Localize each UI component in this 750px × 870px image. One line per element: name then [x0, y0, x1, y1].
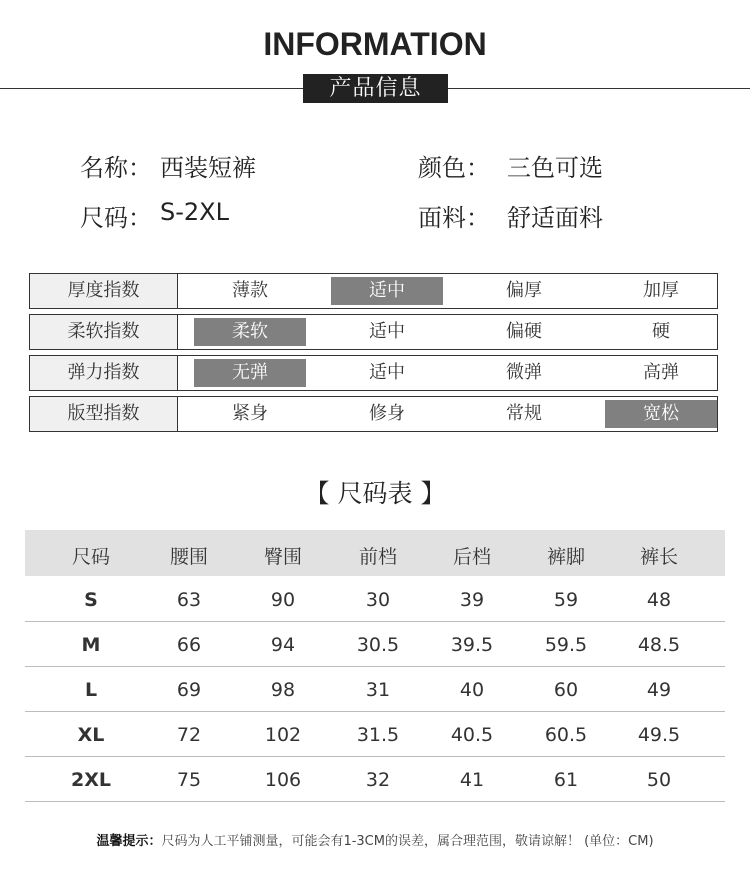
- size-value-cell: 59.5: [544, 634, 588, 656]
- color-label: 颜色：: [418, 154, 490, 182]
- size-value-cell: 59: [553, 589, 579, 611]
- size-name-cell: S: [84, 589, 98, 611]
- attribute-option-selected: 适中: [331, 277, 443, 305]
- size-name-cell: M: [81, 634, 101, 656]
- size-value-cell: 48: [646, 589, 672, 611]
- size-header-cell: 尺码: [71, 546, 110, 568]
- attribute-option: 偏硬: [506, 321, 542, 342]
- size-row: [25, 712, 725, 757]
- attribute-option: 硬: [652, 321, 670, 342]
- size-name-cell: XL: [77, 724, 105, 746]
- size-value-cell: 39: [459, 589, 485, 611]
- size-row: [25, 757, 725, 802]
- attribute-option: 薄款: [232, 280, 268, 301]
- size-value-cell: 30: [365, 589, 391, 611]
- attribute-row: [29, 355, 718, 391]
- size-value-cell: 32: [365, 769, 391, 791]
- size-value: S-2XL: [160, 198, 229, 226]
- attribute-option: 适中: [369, 362, 405, 383]
- page-title: INFORMATION: [263, 26, 487, 62]
- attribute-label: 弹力指数: [30, 356, 178, 390]
- attribute-option: 常规: [506, 403, 542, 424]
- attribute-label: 版型指数: [30, 397, 178, 431]
- size-chart-header: [25, 530, 725, 576]
- size-value-cell: 41: [459, 769, 485, 791]
- attribute-row: [29, 314, 718, 350]
- size-value-cell: 63: [176, 589, 202, 611]
- size-value-cell: 90: [270, 589, 296, 611]
- size-label: 尺码：: [80, 204, 152, 232]
- color-value: 三色可选: [507, 154, 603, 182]
- size-header-cell: 腰围: [169, 546, 208, 568]
- attribute-option-selected: 柔软: [194, 318, 306, 346]
- size-chart-title: 【 尺码表 】: [304, 479, 446, 508]
- size-value-cell: 94: [270, 634, 296, 656]
- size-value-cell: 31.5: [356, 724, 400, 746]
- row-divider: [25, 801, 725, 802]
- size-value-cell: 75: [176, 769, 202, 791]
- name-label: 名称：: [80, 154, 152, 182]
- attribute-label: 柔软指数: [30, 315, 178, 349]
- attribute-option: 偏厚: [506, 280, 542, 301]
- attribute-option-selected: 无弹: [194, 359, 306, 387]
- attribute-row: [29, 273, 718, 309]
- note-label: 温馨提示：: [96, 834, 162, 849]
- attribute-option: 微弹: [506, 362, 542, 383]
- size-value-cell: 40: [459, 679, 485, 701]
- size-value-cell: 66: [176, 634, 202, 656]
- size-value-cell: 49.5: [637, 724, 681, 746]
- fabric-value: 舒适面料: [507, 204, 603, 232]
- size-value-cell: 106: [264, 769, 302, 791]
- size-value-cell: 48.5: [637, 634, 681, 656]
- size-name-cell: 2XL: [71, 769, 111, 791]
- size-value-cell: 102: [264, 724, 302, 746]
- attribute-option: 适中: [369, 321, 405, 342]
- size-value-cell: 30.5: [356, 634, 400, 656]
- note-text: 尺码为人工平铺测量，可能会有1-3CM的误差，属合理范围，敬请谅解！ (单位：CM): [161, 834, 654, 849]
- size-value-cell: 61: [553, 769, 579, 791]
- attribute-option: 紧身: [232, 403, 268, 424]
- size-value-cell: 49: [646, 679, 672, 701]
- attribute-label: 厚度指数: [30, 274, 178, 308]
- size-header-cell: 裤脚: [546, 546, 585, 568]
- attribute-row: [29, 396, 718, 432]
- size-value-cell: 50: [646, 769, 672, 791]
- size-name-cell: L: [84, 679, 98, 701]
- name-value: 西装短裤: [160, 154, 256, 182]
- attribute-option: 加厚: [643, 280, 679, 301]
- section-subtitle: 产品信息: [303, 74, 448, 103]
- size-value-cell: 98: [270, 679, 296, 701]
- size-value-cell: 31: [365, 679, 391, 701]
- size-header-cell: 后档: [452, 546, 491, 568]
- attribute-option: 高弹: [643, 362, 679, 383]
- size-row: [25, 622, 725, 667]
- size-header-cell: 前档: [358, 546, 397, 568]
- size-header-cell: 臀围: [263, 546, 302, 568]
- size-value-cell: 39.5: [450, 634, 494, 656]
- size-row: [25, 577, 725, 622]
- size-header-cell: 裤长: [639, 546, 678, 568]
- attribute-option-selected: 宽松: [605, 400, 717, 428]
- size-value-cell: 40.5: [450, 724, 494, 746]
- size-value-cell: 60: [553, 679, 579, 701]
- fabric-label: 面料：: [418, 204, 490, 232]
- size-note: [0, 830, 750, 849]
- size-value-cell: 72: [176, 724, 202, 746]
- attribute-option: 修身: [369, 403, 405, 424]
- size-value-cell: 60.5: [544, 724, 588, 746]
- size-value-cell: 69: [176, 679, 202, 701]
- size-row: [25, 667, 725, 712]
